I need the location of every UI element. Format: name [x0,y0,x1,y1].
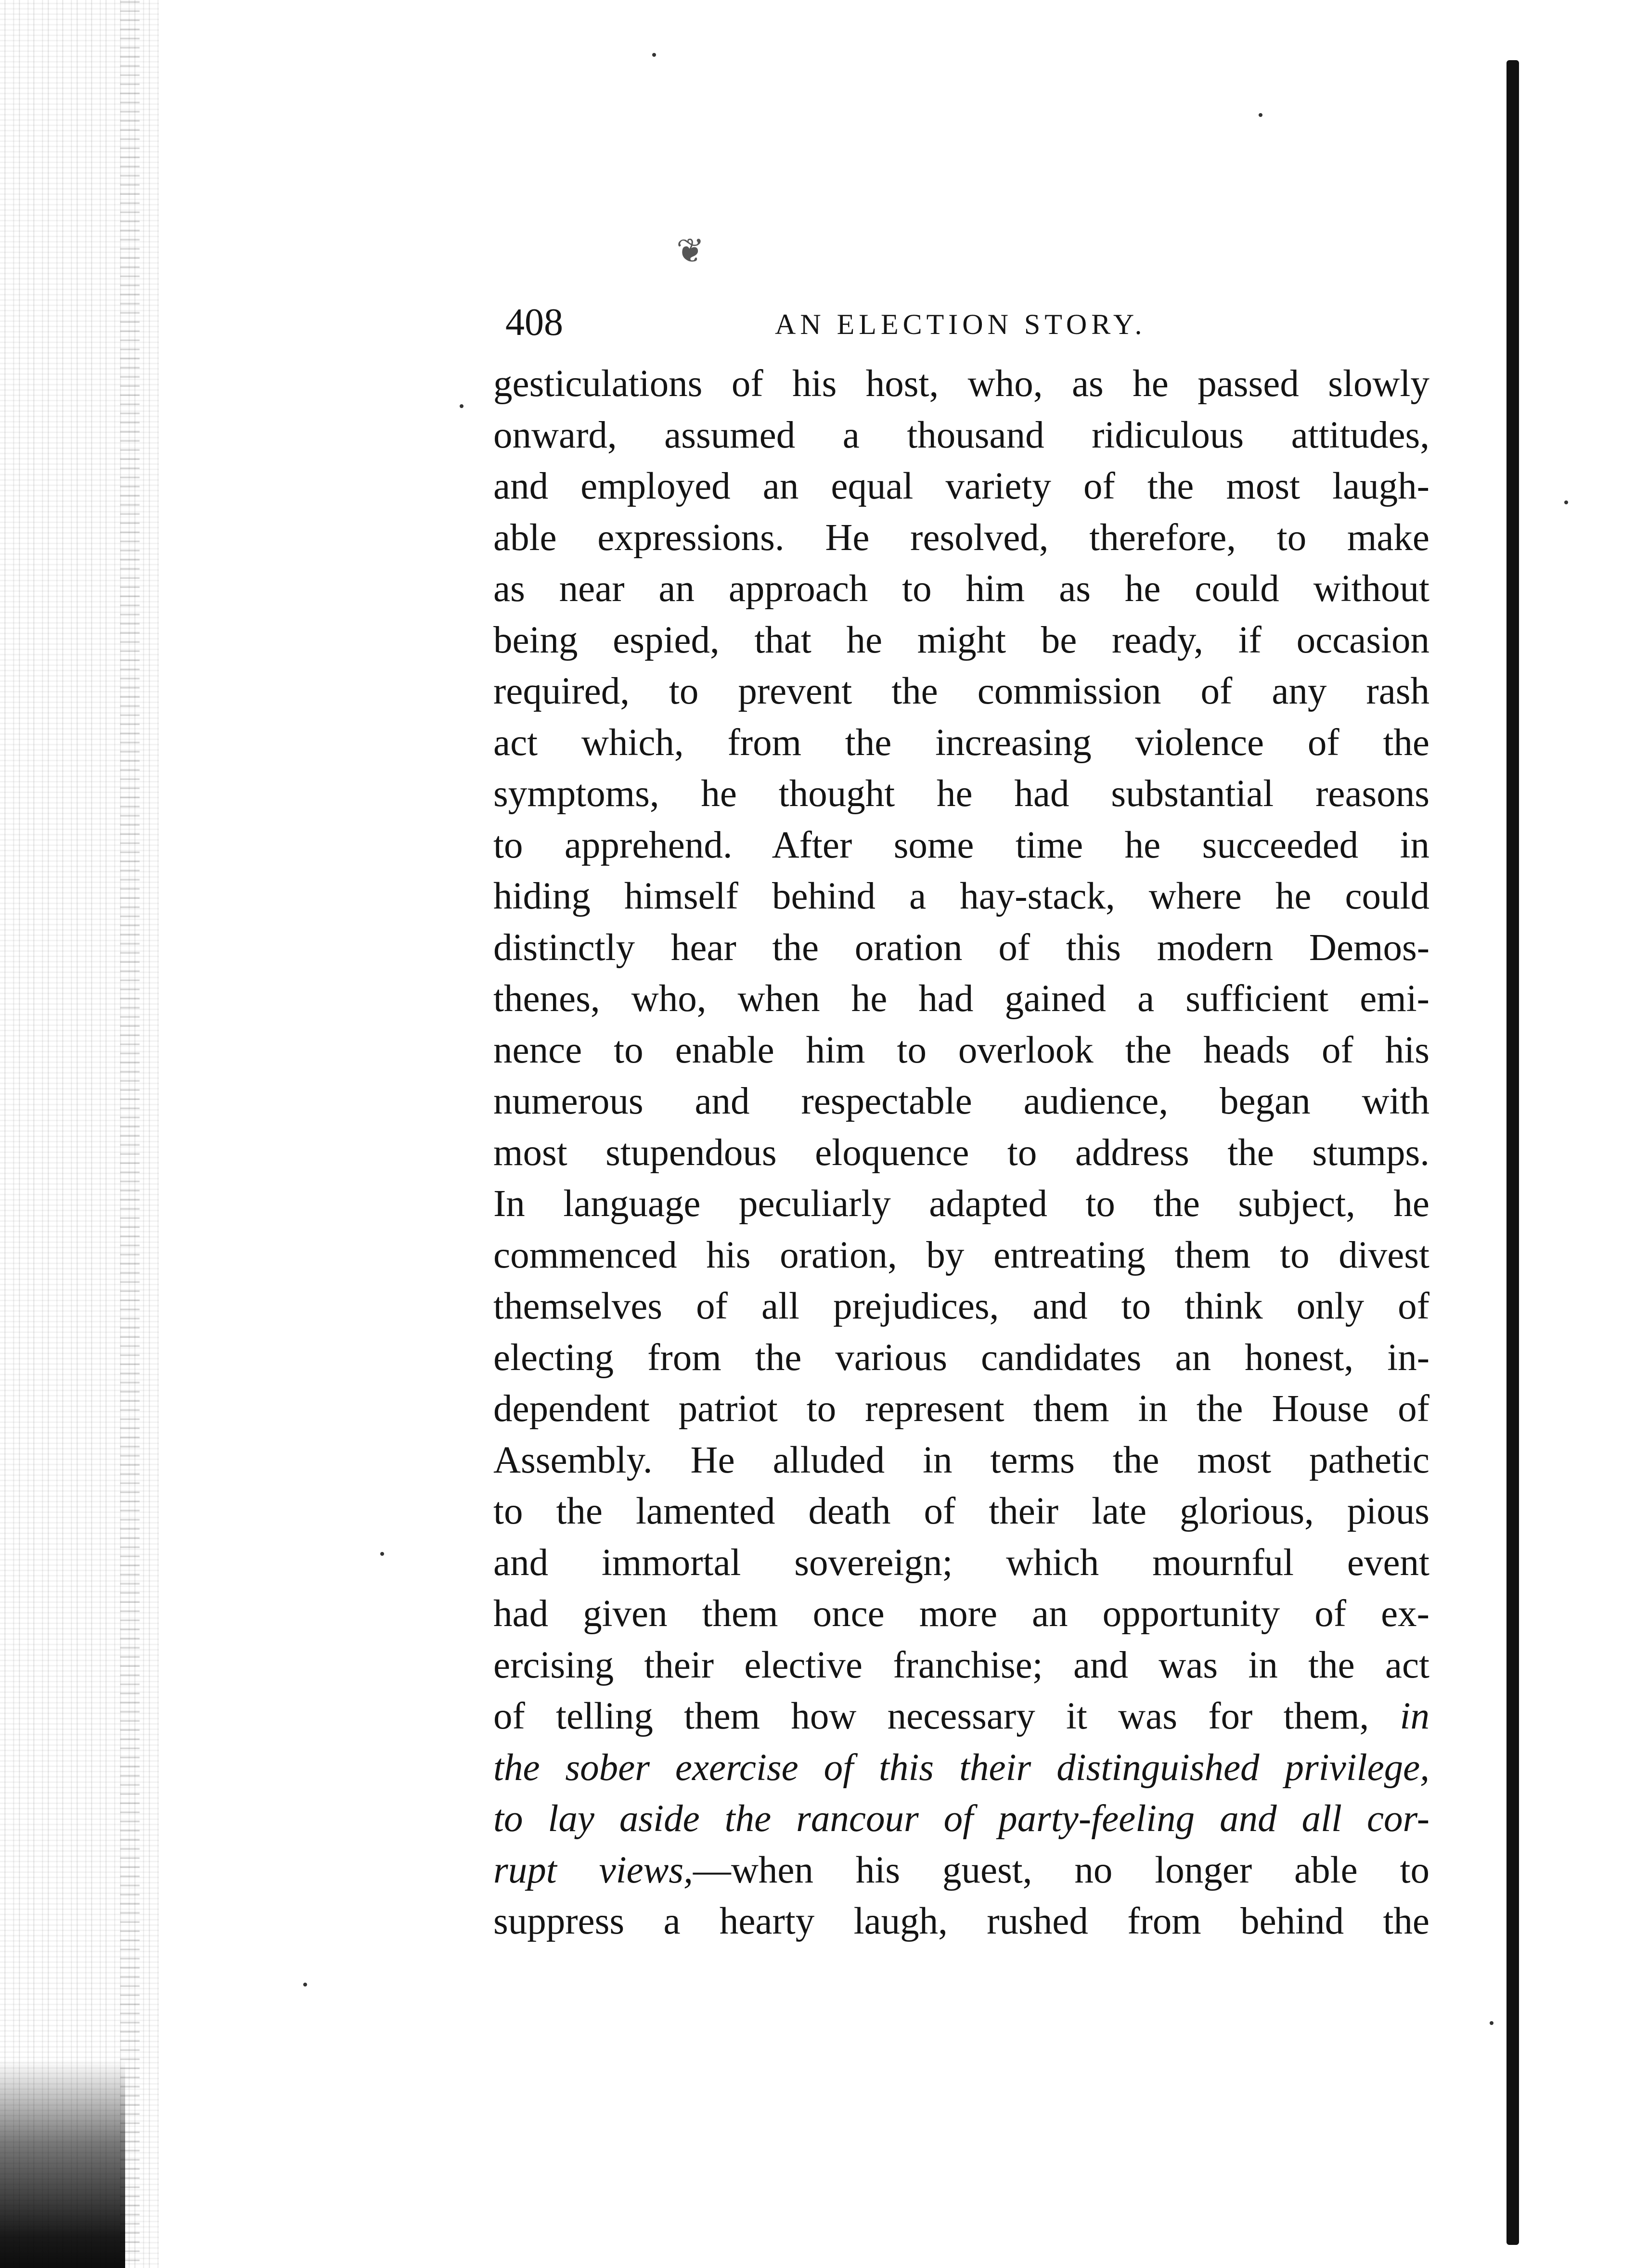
scan-speck [1564,500,1568,504]
text-line-italic: the sober exercise of this their distinguished privilege, [493,1746,1429,1789]
text-line: numerous and respectable audience, began with [493,1080,1429,1122]
scan-speck [303,1983,307,1986]
text-line: symptoms, he thought he had substantial reasons [493,773,1429,815]
text-line: themselves of all prejudices, and to think only of [493,1285,1429,1327]
text-line: gesticulations of his host, who, as he passed slowly [493,363,1429,405]
ornament-icon: ❦ [676,233,705,270]
text-line [493,1691,1429,1743]
text-line: and immortal sovereign; which mournful event [493,1541,1429,1584]
text-line: hiding himself behind a hay-stack, where he could [493,875,1429,917]
scan-speck [652,53,656,57]
text-line [493,1845,1429,1896]
text-line: act which, from the increasing violence of the [493,721,1429,764]
text-line: thenes, who, when he had gained a sufficient emi- [493,978,1429,1020]
text-line: distinctly hear the oration of this modern Demos- [493,926,1429,969]
text-line: to the lamented death of their late glorious, pious [493,1490,1429,1532]
text-line: being espied, that he might be ready, if occasion [493,619,1429,661]
text-line: ercising their elective franchise; and was in the act [493,1644,1429,1686]
text-italic: in [1400,1695,1429,1737]
text-line: commenced his oration, by entreating them to divest [493,1234,1429,1276]
text-line: nence to enable him to overlook the heads of his [493,1029,1429,1071]
text-line: suppress a hearty laugh, rushed from behind the [493,1900,1429,1942]
scan-gutter-edge [120,0,140,2268]
text-line: In language peculiarly adapted to the subject, he [493,1183,1429,1225]
page-header [505,296,1420,344]
text-line: and employed an equal variety of the most laugh- [493,465,1429,507]
text-italic: rupt views, [493,1849,693,1891]
text-roman: —when his guest, no longer able to [693,1849,1429,1891]
text-line: electing from the various candidates an honest, in- [493,1336,1429,1379]
text-line: able expressions. He resolved, therefore, to make [493,516,1429,559]
page-edge-rule [1506,60,1519,2245]
page-number: 408 [505,301,563,344]
text-roman: of telling them how necessary it was for them, [493,1695,1369,1737]
running-head: AN ELECTION STORY. [775,308,1146,340]
text-line: had given them once more an opportunity of ex- [493,1593,1429,1635]
scan-speck [460,404,464,408]
text-line: required, to prevent the commission of any rash [493,670,1429,712]
scan-speck [1490,2021,1494,2025]
scan-gutter-dark-corner [0,2060,125,2268]
text-line: Assembly. He alluded in terms the most pathetic [493,1439,1429,1481]
scan-speck [380,1552,384,1556]
text-line: to apprehend. After some time he succeeded in [493,824,1429,866]
text-line: as near an approach to him as he could without [493,568,1429,610]
body-text [493,359,1429,1948]
text-line: dependent patriot to represent them in the House of [493,1388,1429,1430]
scan-speck [1259,113,1262,117]
text-line: most stupendous eloquence to address the stumps. [493,1131,1429,1174]
text-line: onward, assumed a thousand ridiculous attitudes, [493,414,1429,456]
text-line-italic: to lay aside the rancour of party-feeling and all cor- [493,1798,1429,1840]
